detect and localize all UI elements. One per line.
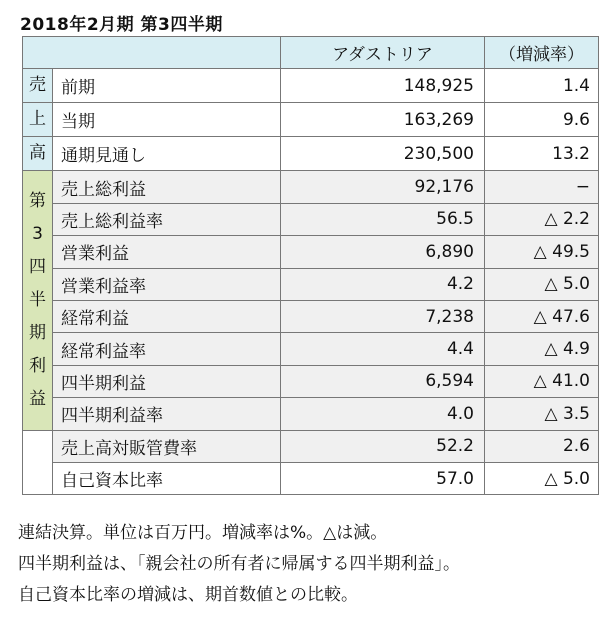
- row-label: 経常利益: [53, 300, 281, 332]
- table-row: [23, 268, 599, 300]
- row-value: 163,269: [281, 103, 485, 137]
- row-change: △ 49.5: [485, 236, 599, 268]
- table-row: [23, 69, 599, 103]
- row-change: △ 47.6: [485, 300, 599, 332]
- row-label: 自己資本比率: [53, 462, 281, 494]
- row-change: △ 41.0: [485, 365, 599, 397]
- footnote-line: 自己資本比率の増減は、期首数値との比較。: [18, 585, 358, 605]
- row-value: 52.2: [281, 430, 485, 462]
- row-change: 9.6: [485, 103, 599, 137]
- row-change: 2.6: [485, 430, 599, 462]
- row-value: 4.0: [281, 398, 485, 430]
- row-change: 1.4: [485, 69, 599, 103]
- table-row: [23, 103, 599, 137]
- group-char: 第: [29, 190, 46, 211]
- group-char: 益: [29, 388, 46, 409]
- table-header-row: [23, 37, 599, 69]
- table-row: [23, 462, 599, 494]
- row-change: △ 5.0: [485, 462, 599, 494]
- row-value: 7,238: [281, 300, 485, 332]
- group-cell-blank: [23, 430, 53, 495]
- table-row: [23, 203, 599, 235]
- group-cell-sales-3: 高: [23, 137, 53, 171]
- row-label: 売上総利益率: [53, 203, 281, 235]
- row-label: 通期見通し: [53, 137, 281, 171]
- row-label: 当期: [53, 103, 281, 137]
- row-value: 92,176: [281, 171, 485, 203]
- table-row: [23, 398, 599, 430]
- row-value: 4.4: [281, 333, 485, 365]
- row-label: 経常利益率: [53, 333, 281, 365]
- row-change: △ 2.2: [485, 203, 599, 235]
- group-cell-sales-1: 売: [23, 69, 53, 103]
- group-char: 半: [29, 289, 46, 310]
- table-row: [23, 430, 599, 462]
- page-title: 2018年2月期 第3四半期: [20, 15, 223, 35]
- group-cell-q3-profit: [23, 171, 53, 430]
- row-label: 売上高対販管費率: [53, 430, 281, 462]
- row-change: △ 5.0: [485, 268, 599, 300]
- table-row: [23, 171, 599, 203]
- row-value: 57.0: [281, 462, 485, 494]
- group-char: 期: [29, 322, 46, 343]
- header-change-rate: （増減率）: [485, 37, 599, 69]
- header-blank-cell: [23, 37, 281, 69]
- footnote-line: 四半期利益は、「親会社の所有者に帰属する四半期利益」。: [18, 554, 460, 574]
- row-label: 四半期利益率: [53, 398, 281, 430]
- table-row: [23, 300, 599, 332]
- row-value: 148,925: [281, 69, 485, 103]
- table-row: [23, 333, 599, 365]
- group-char: 四: [29, 256, 46, 277]
- row-change: △ 3.5: [485, 398, 599, 430]
- row-label: 売上総利益: [53, 171, 281, 203]
- group-cell-sales-2: 上: [23, 103, 53, 137]
- row-change: △ 4.9: [485, 333, 599, 365]
- group-char: 3: [32, 223, 43, 244]
- row-value: 6,890: [281, 236, 485, 268]
- footnote-line: 連結決算。単位は百万円。増減率は%。△は減。: [18, 523, 388, 543]
- row-value: 6,594: [281, 365, 485, 397]
- row-label: 前期: [53, 69, 281, 103]
- group-char: 利: [29, 355, 46, 376]
- table-row: [23, 236, 599, 268]
- row-value: 230,500: [281, 137, 485, 171]
- row-value: 4.2: [281, 268, 485, 300]
- financial-table: [22, 36, 599, 495]
- row-change: 13.2: [485, 137, 599, 171]
- header-company: アダストリア: [281, 37, 485, 69]
- row-value: 56.5: [281, 203, 485, 235]
- row-change: −: [485, 171, 599, 203]
- row-label: 営業利益率: [53, 268, 281, 300]
- table-row: [23, 137, 599, 171]
- table-row: [23, 365, 599, 397]
- row-label: 営業利益: [53, 236, 281, 268]
- row-label: 四半期利益: [53, 365, 281, 397]
- footnotes: [18, 518, 460, 611]
